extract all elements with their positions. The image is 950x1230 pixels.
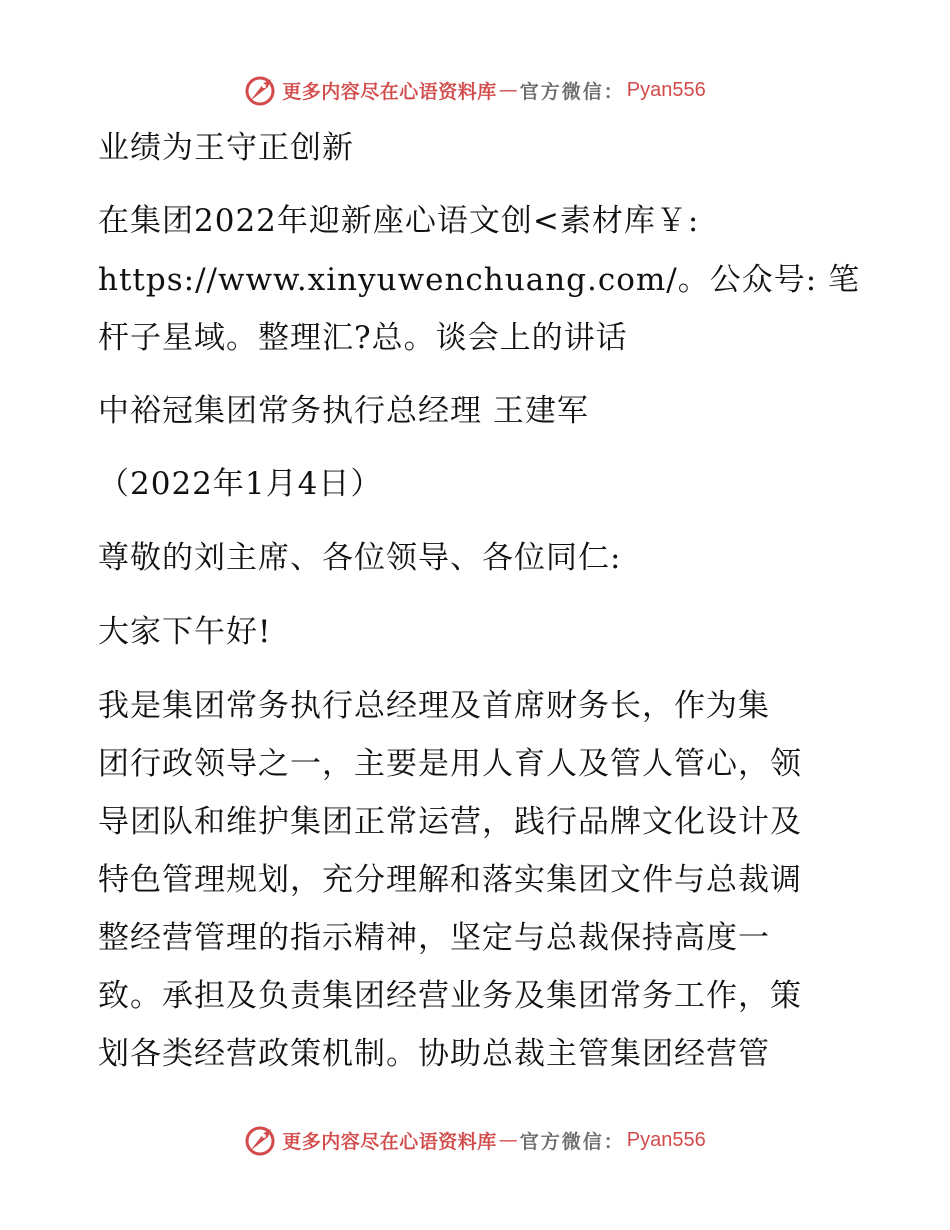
doc-salutation: 尊敬的刘主席、各位领导、各位同仁: — [98, 540, 622, 576]
banner-wechat-label: 官方微信： — [519, 1130, 625, 1153]
banner-dash: — — [498, 1129, 518, 1151]
body-paragraph-line-3: 导团队和维护集团正常运营，践行品牌文化设计及 — [98, 804, 802, 840]
doc-subtitle-line-3: 杆子星域。整理汇?总。谈会上的讲话 — [98, 320, 628, 356]
banner-wechat-id: Pyan556 — [626, 78, 706, 101]
banner-dash: — — [498, 79, 518, 101]
doc-greeting: 大家下午好! — [98, 614, 272, 650]
doc-subtitle-line-2: https://www.xinyuwenchuang.com/。公众号: 笔 — [98, 262, 861, 298]
pen-nib-logo-icon — [244, 1123, 278, 1157]
body-paragraph-line-1: 我是集团常务执行总经理及首席财务长，作为集 — [98, 688, 770, 724]
doc-subtitle-line-1: 在集团2022年迎新座心语文创<素材库￥: — [98, 203, 700, 239]
doc-speaker-line: 中裕冠集团常务执行总经理 王建军 — [98, 393, 589, 429]
doc-date-line: （2022年1月4日） — [98, 466, 383, 502]
banner-brand-text: 更多内容尽在心语资料库 — [282, 1130, 497, 1153]
body-paragraph-line-2: 团行政领导之一，主要是用人育人及管人管心，领 — [98, 746, 802, 782]
banner-wechat-label: 官方微信： — [519, 80, 625, 103]
footer-watermark-banner — [0, 1120, 950, 1160]
banner-wechat-id: Pyan556 — [626, 1128, 706, 1151]
body-paragraph-line-4: 特色管理规划，充分理解和落实集团文件与总裁调 — [98, 862, 802, 898]
body-paragraph-line-6: 致。承担及负责集团经营业务及集团常务工作，策 — [98, 978, 802, 1014]
body-paragraph-line-5: 整经营管理的指示精神，坚定与总裁保持高度一 — [98, 920, 770, 956]
banner-brand-text: 更多内容尽在心语资料库 — [282, 80, 497, 103]
doc-title: 业绩为王守正创新 — [98, 130, 354, 166]
pen-nib-logo-icon — [244, 73, 278, 107]
header-watermark-banner — [0, 70, 950, 110]
body-paragraph-line-7: 划各类经营政策机制。协助总裁主管集团经营管 — [98, 1036, 770, 1072]
